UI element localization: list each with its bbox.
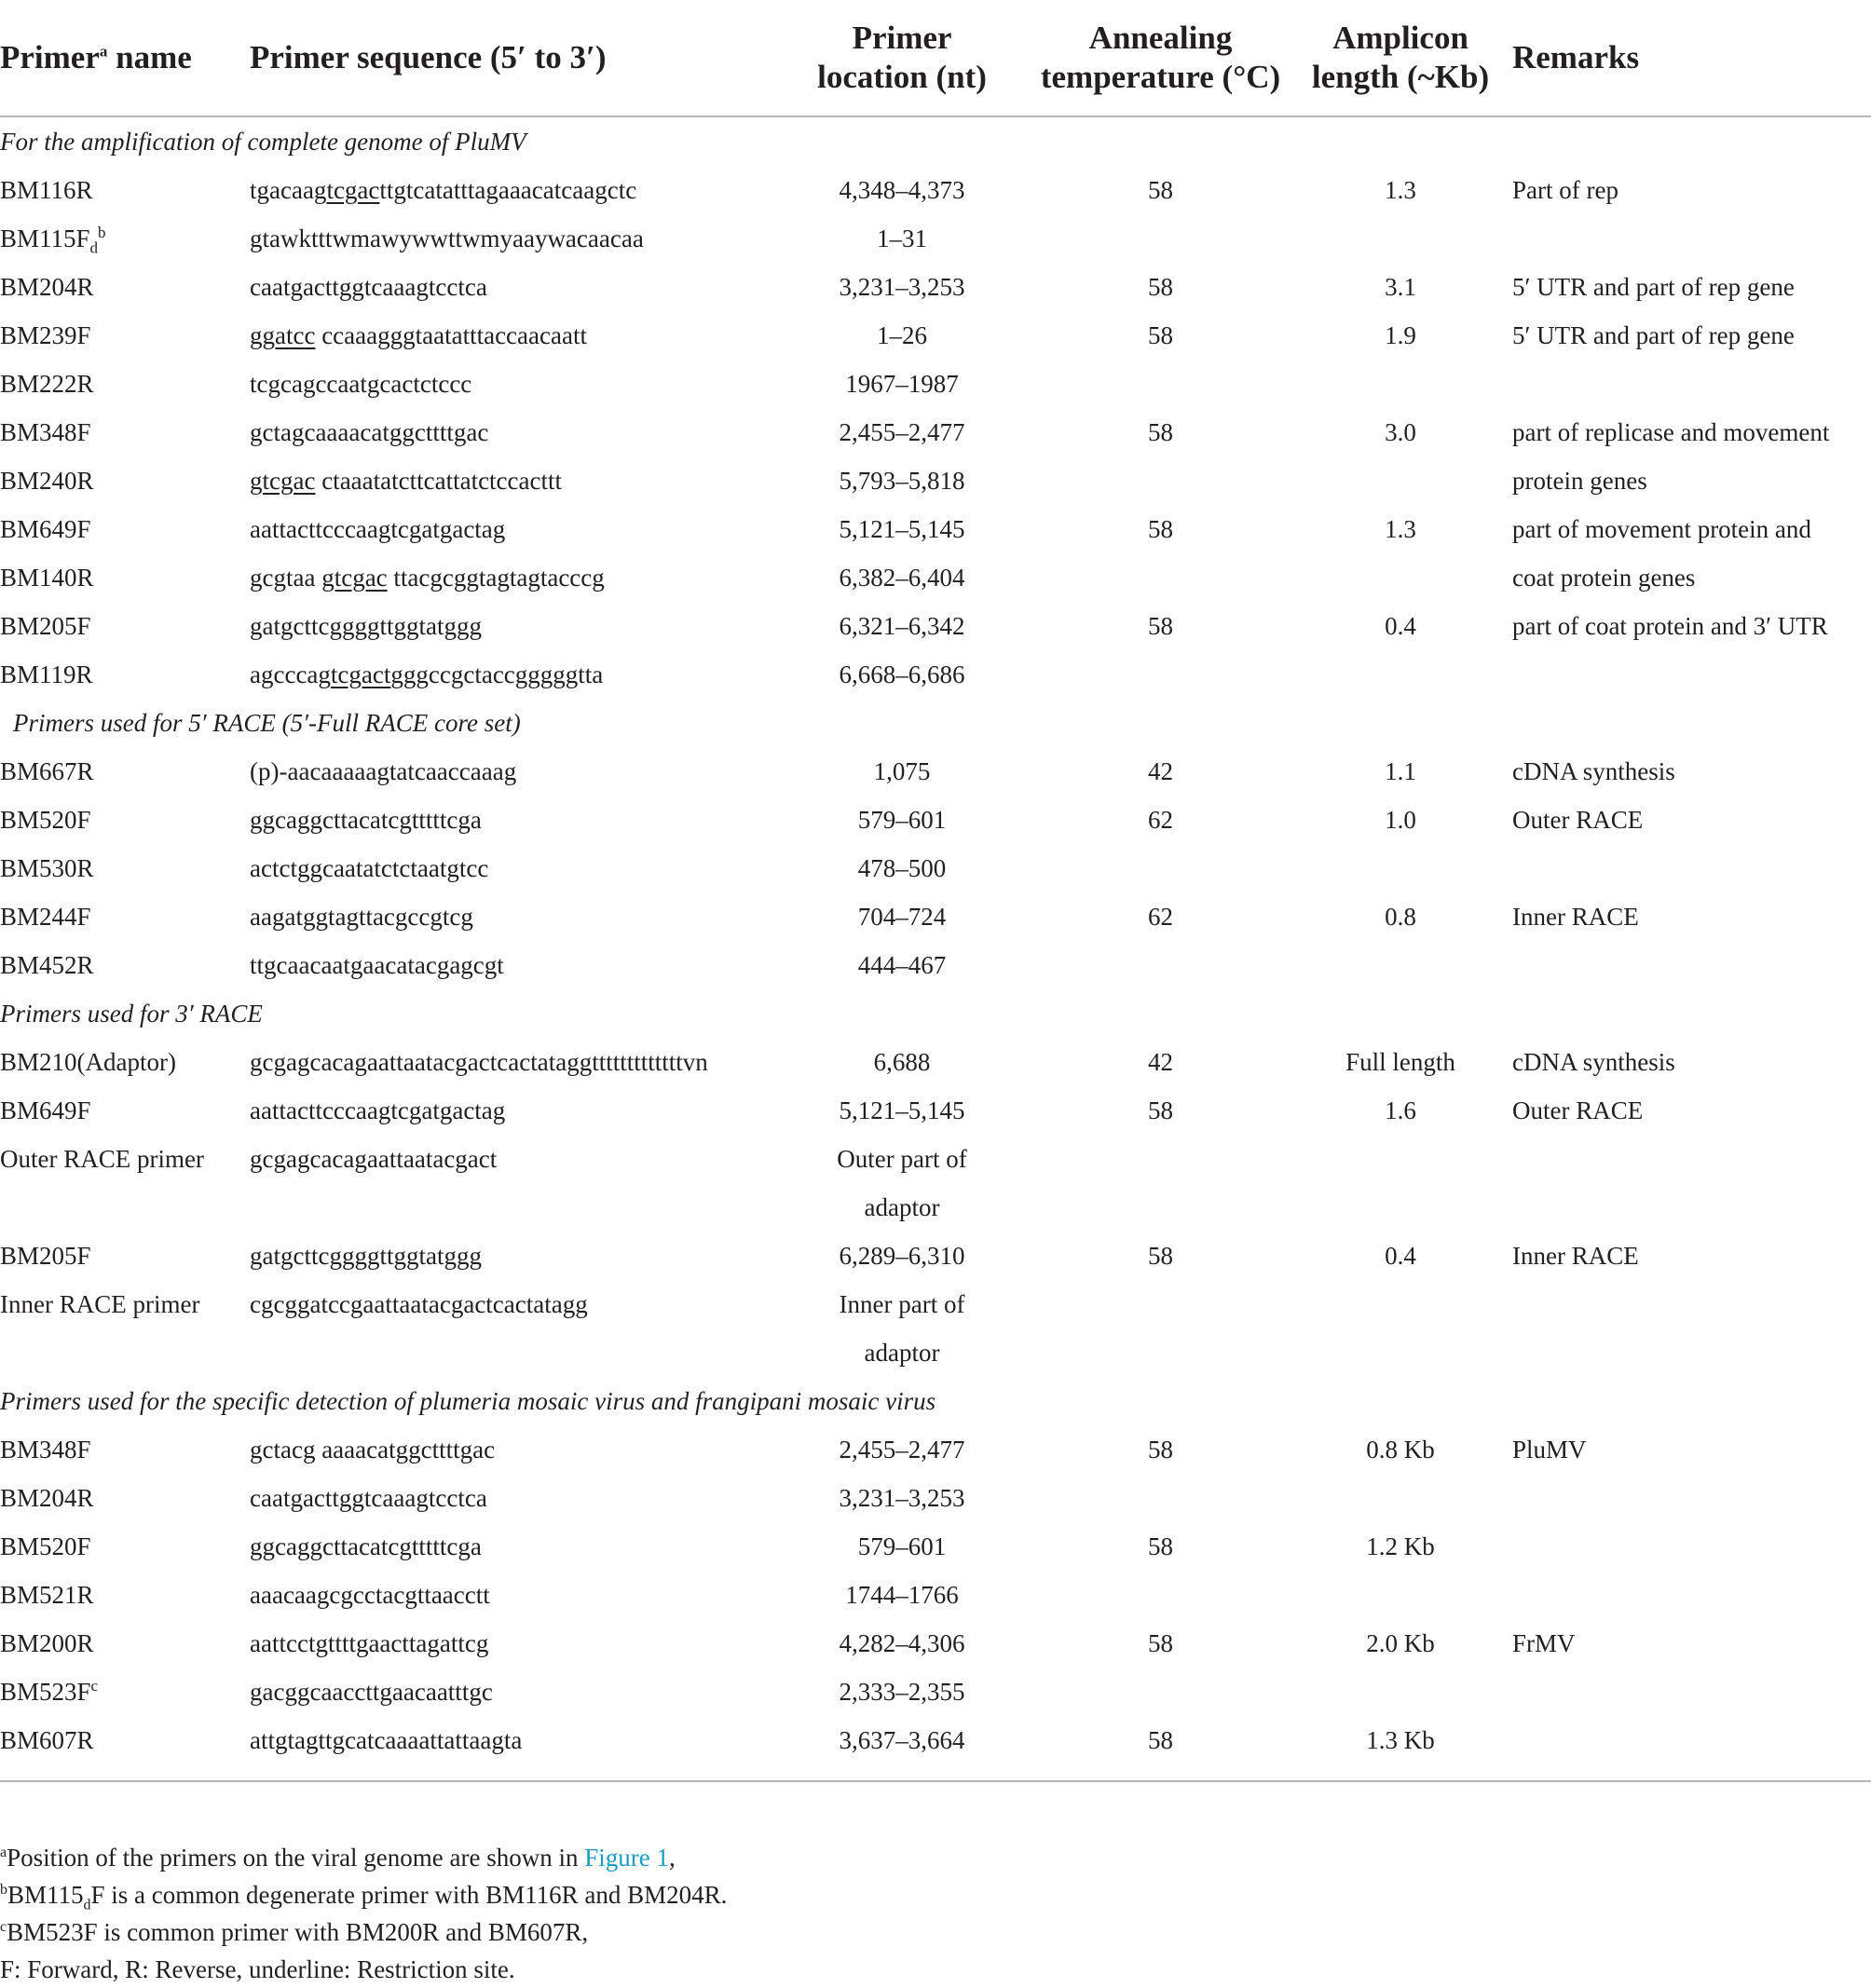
amplicon-length-cell: Full length — [1345, 1048, 1455, 1076]
table-row — [0, 1716, 1871, 1764]
primer-location-cell: 6,382–6,404 — [839, 564, 965, 592]
table-bottom-rule — [0, 1780, 1871, 1782]
table-row — [0, 1668, 1871, 1716]
remarks-cell: part of replicase and movement — [1512, 418, 1830, 446]
primer-sequence-cell: gctagcaaaacatggcttttgac — [250, 418, 489, 446]
primer-location-cell: 6,668–6,686 — [839, 660, 965, 688]
primer-name-cell: BM204R — [0, 273, 94, 301]
table-row — [0, 941, 1871, 989]
annealing-temp-cell: 58 — [1148, 1532, 1173, 1560]
amplicon-length-cell — [1289, 214, 1512, 263]
primer-location-cell: 5,793–5,818 — [839, 467, 965, 495]
header-primer-name: Primer$^a$ name — [0, 39, 192, 75]
footnote-c: $^c$BM523F is common primer with BM200R and BM607R, — [0, 1918, 589, 1946]
table-row — [0, 1232, 1871, 1280]
section-title: For the amplification of complete genome of PluMV — [0, 128, 526, 156]
table-row — [0, 844, 1871, 892]
primer-sequence-cell: gatgcttcggggttggtatggg — [250, 612, 482, 640]
primer-location-cell: 478–500 — [857, 854, 947, 882]
table-body — [0, 116, 1871, 1764]
amplicon-length-cell — [1289, 360, 1512, 408]
primer-location-cell: 3,231–3,253 — [839, 273, 965, 301]
header-remarks: Remarks — [1512, 39, 1640, 75]
primer-sequence-cell: ggatcc ccaaagggtaatatttaccaacaatt — [250, 321, 587, 349]
primer-name-cell: BM607R — [0, 1726, 94, 1754]
amplicon-length-cell — [1289, 1280, 1512, 1328]
table-row — [0, 456, 1871, 505]
primer-location-cell: 5,121–5,145 — [839, 515, 965, 543]
table-row — [0, 650, 1871, 699]
table-row — [0, 553, 1871, 602]
primer-location-cell: 2,455–2,477 — [839, 418, 965, 446]
remarks-cell: part of movement protein and — [1512, 515, 1811, 543]
primer-location-cell: Inner part of — [839, 1290, 965, 1318]
primer-sequence-cell — [250, 1183, 772, 1232]
remarks-cell — [1512, 1668, 1871, 1716]
remarks-cell: protein genes — [1512, 467, 1647, 495]
table-row — [0, 1183, 1871, 1232]
primer-sequence-cell: aattacttcccaagtcgatgactag — [250, 515, 506, 543]
table-row — [0, 214, 1871, 263]
amplicon-length-cell: 2.0 Kb — [1366, 1629, 1435, 1657]
header-amplicon-length: Amplicon length (~Kb) — [1311, 20, 1490, 95]
primer-location-cell: 1–26 — [877, 321, 927, 349]
primer-name-cell: BM140R — [0, 564, 94, 592]
primer-name-cell: BM222R — [0, 370, 94, 398]
amplicon-length-cell — [1289, 1474, 1512, 1522]
primer-name-cell: Outer RACE primer — [0, 1145, 204, 1173]
remarks-cell — [1512, 1571, 1871, 1619]
primer-name-cell: BM210(Adaptor) — [0, 1048, 176, 1076]
restriction-site: gtcgac — [250, 467, 316, 495]
amplicon-length-cell: 1.6 — [1385, 1096, 1416, 1124]
annealing-temp-cell — [1032, 1183, 1289, 1232]
section-title: Primers used for 5′ RACE (5′-Full RACE core set) — [13, 709, 521, 737]
remarks-cell: cDNA synthesis — [1512, 1048, 1675, 1076]
amplicon-length-cell — [1289, 1668, 1512, 1716]
table-row — [0, 796, 1871, 844]
remarks-cell — [1512, 360, 1871, 408]
primer-name-cell: $BM115F_d^b$ — [0, 224, 106, 257]
annealing-temp-cell: 62 — [1148, 903, 1173, 931]
primer-sequence-cell: tgacaagtcgacttgtcatatttagaaacatcaagctc — [250, 176, 637, 204]
primer-location-cell: 579–601 — [857, 1532, 947, 1560]
primer-sequence-cell: attgtagttgcatcaaaattattaagta — [250, 1726, 523, 1754]
annealing-temp-cell: 58 — [1148, 273, 1173, 301]
footnote-a: $^a$Position of the primers on the viral genome are shown in Figure 1, — [0, 1844, 676, 1872]
primer-sequence-cell: cgcggatccgaattaatacgactcactatagg — [250, 1290, 588, 1318]
header-annealing-temperature: Annealing temperature (°C) — [1040, 20, 1281, 95]
primer-sequence-cell: gtcgac ctaaatatcttcattatctccacttt — [250, 467, 562, 495]
remarks-cell — [1512, 650, 1871, 699]
amplicon-length-cell: 1.3 Kb — [1366, 1726, 1435, 1754]
annealing-temp-cell: 58 — [1148, 1436, 1173, 1464]
amplicon-length-cell — [1289, 553, 1512, 602]
primer-location-cell: 1–31 — [877, 225, 927, 252]
remarks-cell — [1512, 844, 1871, 892]
primer-location-cell: Outer part of — [837, 1145, 967, 1173]
primer-name-cell: BM649F — [0, 515, 91, 543]
restriction-site: tcgact — [330, 660, 391, 688]
table-row — [0, 1328, 1871, 1377]
primer-sequence-cell: gacggcaaccttgaacaatttgc — [250, 1678, 493, 1706]
remarks-cell: Inner RACE — [1512, 1242, 1639, 1270]
primer-sequence-cell: aattacttcccaagtcgatgactag — [250, 1096, 506, 1124]
primer-sequence-cell — [250, 1328, 772, 1377]
amplicon-length-cell — [1289, 1183, 1512, 1232]
remarks-cell — [1512, 214, 1871, 263]
annealing-temp-cell: 58 — [1148, 612, 1173, 640]
table-row — [0, 505, 1871, 553]
table-row — [0, 1280, 1871, 1328]
primer-name-cell: BM240R — [0, 467, 94, 495]
primer-name-cell: BM667R — [0, 757, 94, 785]
primer-location-cell: 4,348–4,373 — [839, 176, 965, 204]
primer-sequence-cell: gatgcttcggggttggtatggg — [250, 1242, 482, 1270]
primer-sequence-cell: agcccagtcgactgggccgctaccgggggtta — [250, 660, 604, 688]
amplicon-length-cell: 0.4 — [1385, 612, 1416, 640]
restriction-site: tcgac — [326, 176, 380, 204]
primer-location-cell: 3,231–3,253 — [839, 1484, 965, 1512]
annealing-temp-cell — [1032, 1668, 1289, 1716]
primer-name-cell: Inner RACE primer — [0, 1290, 200, 1318]
primer-name-cell: BM204R — [0, 1484, 94, 1512]
primer-name-cell: BM244F — [0, 903, 91, 931]
remarks-cell — [1512, 1522, 1871, 1571]
primer-sequence-cell: caatgacttggtcaaagtcctca — [250, 1484, 487, 1512]
amplicon-length-cell: 0.4 — [1385, 1242, 1416, 1270]
primer-name-cell: BM205F — [0, 1242, 91, 1270]
primer-name-cell: BM205F — [0, 612, 91, 640]
annealing-temp-cell — [1032, 1328, 1289, 1377]
amplicon-length-cell — [1289, 844, 1512, 892]
primer-sequence-cell: gtawktttwmawywwttwmyaaywacaacaa — [250, 225, 644, 252]
table-row — [0, 1086, 1871, 1135]
amplicon-length-cell — [1289, 456, 1512, 505]
table-row — [0, 747, 1871, 796]
primer-location-cell: 4,282–4,306 — [839, 1629, 965, 1657]
remarks-cell — [1512, 941, 1871, 989]
remarks-cell: Outer RACE — [1512, 806, 1644, 834]
table-row — [0, 1619, 1871, 1668]
primer-sequence-cell: gcgtaa gtcgac ttacgcggtagtagtacccg — [250, 564, 605, 592]
section-title: Primers used for the specific detection of plumeria mosaic virus and frangipani mosaic virus — [0, 1387, 936, 1415]
primer-name-cell: BM200R — [0, 1629, 94, 1657]
restriction-site: ggatcc — [250, 321, 316, 349]
table-row — [0, 311, 1871, 360]
table-row — [0, 1571, 1871, 1619]
amplicon-length-cell: 3.1 — [1385, 273, 1416, 301]
primer-name-cell: BM530R — [0, 854, 94, 882]
annealing-temp-cell: 58 — [1148, 1629, 1173, 1657]
primer-sequence-cell: (p)-aacaaaaagtatcaaccaaag — [250, 757, 517, 785]
annealing-temp-cell — [1032, 941, 1289, 989]
annealing-temp-cell — [1032, 1571, 1289, 1619]
primer-name-cell: BM520F — [0, 806, 91, 834]
table-row — [0, 1135, 1871, 1183]
primer-name-cell: BM348F — [0, 1436, 91, 1464]
primer-sequence-cell: ttgcaacaatgaacatacgagcgt — [250, 951, 504, 979]
restriction-site: gtcgac — [321, 564, 388, 592]
amplicon-length-cell: 1.1 — [1385, 757, 1416, 785]
primer-location-cell: 3,637–3,664 — [839, 1726, 965, 1754]
primer-sequence-cell: caatgacttggtcaaagtcctca — [250, 273, 487, 301]
annealing-temp-cell: 58 — [1148, 1096, 1173, 1124]
table-row — [0, 1038, 1871, 1086]
annealing-temp-cell — [1032, 1474, 1289, 1522]
primer-name-cell: BM119R — [0, 660, 93, 688]
primer-name-cell — [0, 1183, 250, 1232]
remarks-cell: Outer RACE — [1512, 1096, 1644, 1124]
amplicon-length-cell: 0.8 — [1385, 903, 1416, 931]
remarks-cell: 5′ UTR and part of rep gene — [1512, 273, 1795, 301]
primer-name-cell: BM649F — [0, 1096, 91, 1124]
primer-name-cell: BM520F — [0, 1532, 91, 1560]
table-row — [0, 1522, 1871, 1571]
table-row — [0, 892, 1871, 941]
amplicon-length-cell — [1289, 1571, 1512, 1619]
annealing-temp-cell — [1032, 1280, 1289, 1328]
table-row — [0, 1425, 1871, 1474]
annealing-temp-cell — [1032, 360, 1289, 408]
remarks-cell — [1512, 1135, 1871, 1183]
amplicon-length-cell — [1289, 1328, 1512, 1377]
amplicon-length-cell: 1.3 — [1385, 515, 1416, 543]
annealing-temp-cell — [1032, 214, 1289, 263]
primer-location-cell: 5,121–5,145 — [839, 1096, 965, 1124]
annealing-temp-cell: 62 — [1148, 806, 1173, 834]
annealing-temp-cell: 58 — [1148, 176, 1173, 204]
remarks-cell: cDNA synthesis — [1512, 757, 1675, 785]
table-row — [0, 263, 1871, 311]
primer-sequence-cell: gcgagcacagaattaatacgact — [250, 1145, 498, 1173]
annealing-temp-cell: 58 — [1148, 515, 1173, 543]
remarks-cell: FrMV — [1512, 1629, 1576, 1657]
primer-sequence-cell: ggcaggcttacatcgtttttcga — [250, 1532, 482, 1560]
annealing-temp-cell: 42 — [1148, 1048, 1173, 1076]
primer-location-cell: 579–601 — [857, 806, 947, 834]
annealing-temp-cell — [1032, 456, 1289, 505]
amplicon-length-cell — [1289, 1135, 1512, 1183]
amplicon-length-cell: 1.3 — [1385, 176, 1416, 204]
primer-location-cell: adaptor — [864, 1193, 940, 1221]
footnotes — [0, 1839, 727, 1988]
remarks-cell: Part of rep — [1512, 176, 1618, 204]
primer-name-cell: BM452R — [0, 951, 94, 979]
primer-sequence-cell: aattcctgttttgaacttagattcg — [250, 1629, 489, 1657]
primer-location-cell: 444–467 — [857, 951, 947, 979]
annealing-temp-cell — [1032, 844, 1289, 892]
table-row — [0, 408, 1871, 456]
primer-sequence-cell: gctacg aaaacatggcttttgac — [250, 1436, 496, 1464]
header-row — [0, 0, 1871, 116]
annealing-temp-cell: 58 — [1148, 1242, 1173, 1270]
section-row — [0, 116, 1871, 166]
remarks-cell: 5′ UTR and part of rep gene — [1512, 321, 1795, 349]
primer-name-cell: BM239F — [0, 321, 91, 349]
remarks-cell — [1512, 1474, 1871, 1522]
primer-location-cell: 704–724 — [857, 903, 947, 931]
table-row — [0, 602, 1871, 650]
footnote-b: $^bBM115_dF$ is a common degenerate primer with BM116R and BM204R. — [0, 1881, 728, 1913]
header-primer-sequence: Primer sequence (5′ to 3′) — [250, 39, 607, 75]
section-row — [0, 989, 1871, 1038]
remarks-cell — [1512, 1183, 1871, 1232]
primer-location-cell: 1,075 — [873, 757, 931, 785]
primer-location-cell: 6,289–6,310 — [839, 1242, 965, 1270]
primer-sequence-cell: ggcaggcttacatcgtttttcga — [250, 806, 482, 834]
primer-location-cell: 2,333–2,355 — [839, 1678, 965, 1706]
primer-location-cell: 6,688 — [873, 1048, 931, 1076]
primer-sequence-cell: tcgcagccaatgcactctccc — [250, 370, 472, 398]
section-row — [0, 1377, 1871, 1425]
amplicon-length-cell: 3.0 — [1385, 418, 1416, 446]
footnote-legend: F: Forward, R: Reverse, underline: Restriction site. — [0, 1955, 515, 1983]
remarks-cell: part of coat protein and 3′ UTR — [1512, 612, 1828, 640]
annealing-temp-cell — [1032, 650, 1289, 699]
amplicon-length-cell: 1.9 — [1385, 321, 1416, 349]
remarks-cell — [1512, 1280, 1871, 1328]
primer-location-cell: adaptor — [864, 1339, 940, 1367]
amplicon-length-cell — [1289, 650, 1512, 699]
remarks-cell: Inner RACE — [1512, 903, 1639, 931]
primer-location-cell: 1967–1987 — [845, 370, 959, 398]
annealing-temp-cell: 58 — [1148, 321, 1173, 349]
primer-sequence-cell: gcgagcacagaattaatacgactcactataggtttttttttttttvn — [250, 1048, 708, 1076]
remarks-cell: PluMV — [1512, 1436, 1587, 1464]
amplicon-length-cell: 1.2 Kb — [1366, 1532, 1435, 1560]
section-title: Primers used for 3′ RACE — [0, 1000, 263, 1028]
primer-sequence-cell: aagatggtagttacgccgtcg — [250, 903, 473, 931]
table-row — [0, 360, 1871, 408]
amplicon-length-cell: 1.0 — [1385, 806, 1416, 834]
annealing-temp-cell — [1032, 553, 1289, 602]
remarks-cell — [1512, 1328, 1871, 1377]
annealing-temp-cell — [1032, 1135, 1289, 1183]
table-row — [0, 1474, 1871, 1522]
primer-location-cell: 1744–1766 — [845, 1581, 959, 1609]
annealing-temp-cell: 58 — [1148, 418, 1173, 446]
primer-name-cell: BM348F — [0, 418, 91, 446]
amplicon-length-cell: 0.8 Kb — [1366, 1436, 1435, 1464]
primer-sequence-cell: aaacaagcgcctacgttaacctt — [250, 1581, 490, 1609]
remarks-cell — [1512, 1716, 1871, 1764]
primer-name-cell: BM116R — [0, 176, 93, 204]
primer-name-cell: BM521R — [0, 1581, 94, 1609]
primer-name-cell: $BM523F^c$ — [0, 1677, 99, 1706]
section-row — [0, 699, 1871, 747]
primer-name-cell — [0, 1328, 250, 1377]
remarks-cell: coat protein genes — [1512, 564, 1696, 592]
amplicon-length-cell — [1289, 941, 1512, 989]
primer-location-cell: 2,455–2,477 — [839, 1436, 965, 1464]
annealing-temp-cell: 42 — [1148, 757, 1173, 785]
primer-location-cell: 6,321–6,342 — [839, 612, 965, 640]
primer-sequence-cell: actctggcaatatctctaatgtcc — [250, 854, 489, 882]
table-row — [0, 166, 1871, 214]
figure-1-link[interactable]: Figure 1 — [584, 1844, 669, 1872]
annealing-temp-cell: 58 — [1148, 1726, 1173, 1754]
header-primer-location: Primer location (nt) — [817, 20, 987, 95]
